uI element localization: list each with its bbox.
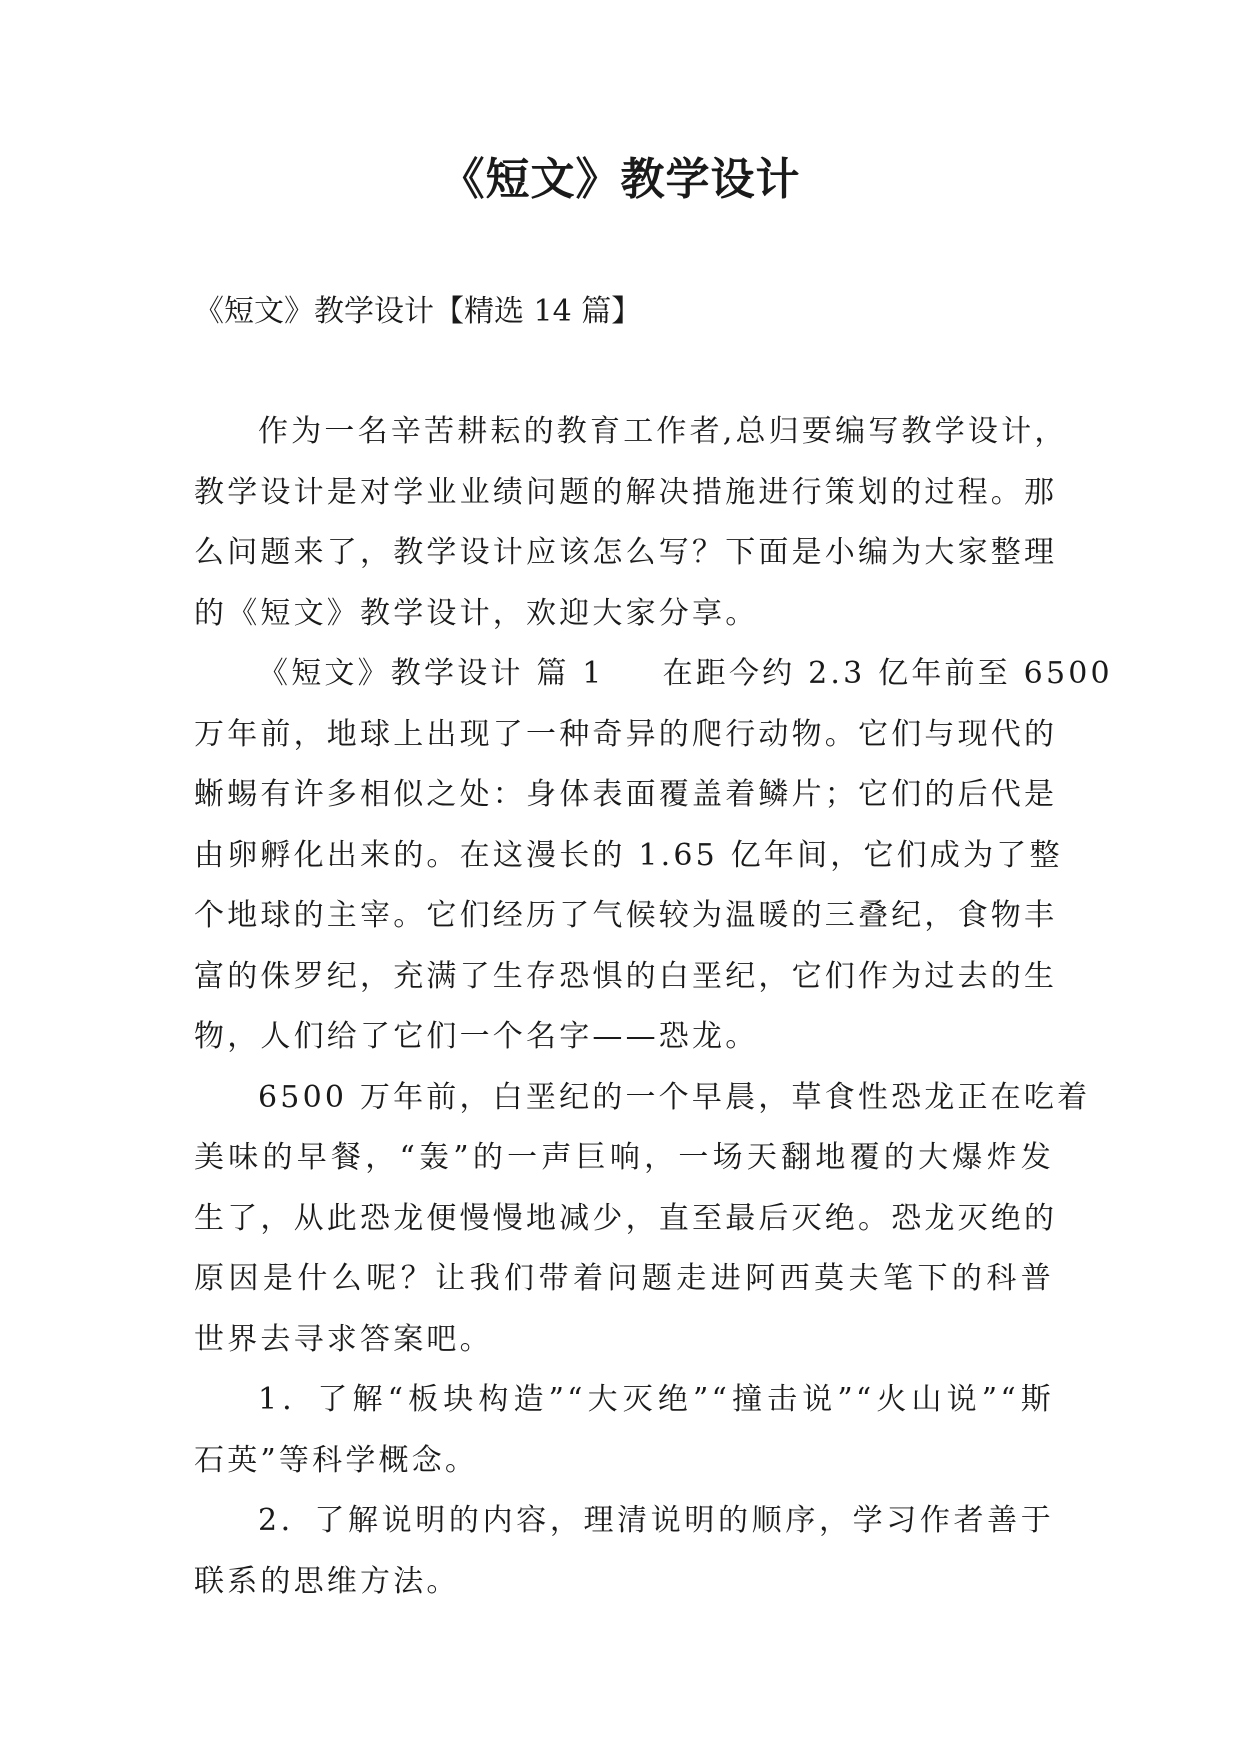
text-line: 由卵孵化出来的。在这漫长的 1.65 亿年间，它们成为了整 — [194, 837, 1063, 873]
paragraph-intro — [194, 402, 1068, 644]
section-heading: 《短文》教学设计 篇 1 — [258, 656, 605, 691]
text-line: 物，人们给了它们一个名字——恐龙。 — [194, 1019, 759, 1054]
text-line: 个地球的主宰。它们经历了气候较为温暖的三叠纪，食物丰 — [194, 898, 1058, 933]
paragraph-goal-2 — [194, 1491, 1054, 1612]
paragraph-section-1 — [194, 644, 1113, 1068]
document-title: 《短文》教学设计 — [440, 154, 801, 205]
paragraph-goal-1 — [194, 1370, 1054, 1491]
text-line: 万年前，地球上出现了一种奇异的爬行动物。它们与现代的 — [194, 716, 1058, 752]
document-body — [194, 402, 1113, 1612]
text-line: 的《短文》教学设计，欢迎大家分享。 — [194, 595, 759, 631]
text-fragment: 在距今约 2.3 亿年前至 6500 — [662, 656, 1113, 691]
text-line: 美味的早餐，“轰”的一声巨响，一场天翻地覆的大爆炸发 — [194, 1140, 1054, 1175]
text-line: 蜥蜴有许多相似之处：身体表面覆盖着鳞片；它们的后代是 — [194, 777, 1058, 812]
text-line: 1．了解“板块构造”“大灭绝”“撞击说”“火山说”“斯 — [258, 1382, 1054, 1417]
text-line: 石英”等科学概念。 — [194, 1442, 479, 1478]
text-line: 2．了解说明的内容，理清说明的顺序，学习作者善于 — [258, 1503, 1054, 1538]
text-line: 6500 万年前，白垩纪的一个早晨，草食性恐龙正在吃着 — [258, 1079, 1091, 1115]
document-subtitle: 《短文》教学设计【精选 14 篇】 — [194, 294, 642, 329]
text-line: 世界去寻求答案吧。 — [194, 1321, 493, 1357]
text-line — [194, 644, 1113, 705]
text-line: 富的侏罗纪，充满了生存恐惧的白垩纪，它们作为过去的生 — [194, 958, 1058, 994]
text-line: 教学设计是对学业业绩问题的解决措施进行策划的过程。那 — [194, 474, 1058, 510]
text-line: 作为一名辛苦耕耘的教育工作者,总归要编写教学设计， — [258, 414, 1068, 449]
text-line: 联系的思维方法。 — [194, 1563, 460, 1599]
text-line: 么问题来了，教学设计应该怎么写？下面是小编为大家整理 — [194, 535, 1058, 570]
text-line: 生了，从此恐龙便慢慢地减少，直至最后灭绝。恐龙灭绝的 — [194, 1200, 1058, 1236]
text-line: 原因是什么呢？让我们带着问题走进阿西莫夫笔下的科普 — [194, 1261, 1054, 1296]
paragraph-extinction — [194, 1068, 1091, 1371]
